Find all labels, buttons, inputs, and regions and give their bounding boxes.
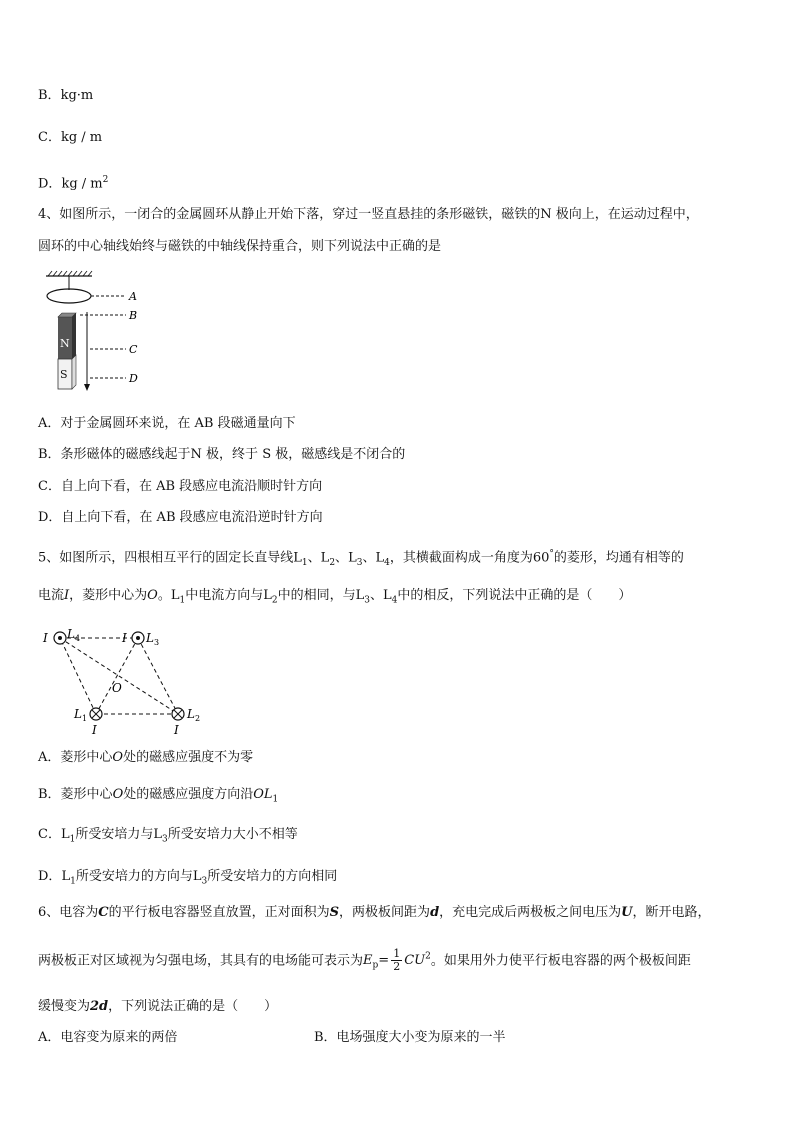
- q6-text: 6、电容为: [38, 905, 99, 920]
- degree-mark: °: [549, 549, 554, 559]
- q5-text: 电流: [38, 588, 65, 603]
- option-text: A．菱形中心: [38, 750, 113, 765]
- option-text: 所受安培力的方向与: [75, 869, 193, 884]
- q4-option-b: B．条形磁体的磁感线起于N 极，终于 S 极，磁感线是不闭合的: [38, 447, 406, 462]
- wire-l2: L: [263, 588, 272, 603]
- wire-sub: 2: [271, 595, 278, 606]
- wire-sub: 4: [391, 595, 398, 606]
- q5-text: 5、如图所示，四根相互平行的固定长直导线: [38, 550, 294, 566]
- formula-lhs-sub: p: [372, 960, 379, 971]
- distance-symbol: d: [430, 905, 440, 920]
- wire-l1: L: [61, 869, 71, 884]
- wire-sub: 3: [356, 557, 363, 568]
- q5-option-d: [38, 868, 337, 891]
- option-text: 处的磁感应强度方向沿: [123, 787, 254, 802]
- wire-l3: L: [192, 869, 202, 884]
- option-text: C．: [38, 827, 61, 842]
- wire-sub: 3: [161, 834, 168, 845]
- q4-stem-line2: 圆环的中心轴线始终与磁铁的中轴线保持重合，则下列说法中正确的是: [38, 239, 442, 254]
- q5-text: 、: [370, 588, 384, 603]
- q5-text: ，其横截面构成一角度为: [389, 550, 533, 566]
- wire-sub: 1: [69, 834, 76, 845]
- voltage-symbol: U: [621, 905, 633, 920]
- capacitance-symbol: C: [98, 905, 109, 920]
- wire-sub: 3: [364, 595, 371, 606]
- q4-stem-line1: 4、如图所示，一闭合的金属圆环从静止开始下落，穿过一竖直悬挂的条形磁铁，磁铁的N 极向上，在运动过程中，: [38, 207, 699, 222]
- center-symbol: O: [112, 787, 124, 802]
- option-text: 处的磁感应强度不为零: [123, 750, 254, 765]
- energy-formula: [363, 947, 431, 974]
- option-c-prev: [38, 129, 102, 147]
- wire-sub: 2: [329, 557, 336, 568]
- q5-text: 中的相同，与: [277, 588, 356, 603]
- wire-l1: L: [170, 588, 180, 603]
- q5-option-c: [38, 826, 298, 849]
- option-text: 所受安培力的方向相同: [207, 869, 338, 884]
- formula-rhs: CU: [404, 953, 426, 969]
- q4-option-a: A．对于金属圆环来说，在 AB 段磁通量向下: [38, 416, 296, 431]
- option-d-prev: [38, 171, 108, 193]
- figure-label-b: B: [129, 309, 138, 322]
- wire-sub: 3: [201, 876, 208, 887]
- current-symbol: I: [64, 588, 70, 603]
- label-i-l4: I: [43, 631, 48, 645]
- q6-stem-line3: [38, 998, 277, 1016]
- option-label: D．: [38, 176, 62, 192]
- direction-sub: 1: [272, 794, 279, 805]
- option-text: B．菱形中心: [38, 787, 113, 802]
- q6-text: 的平行板电容器竖直放置，正对面积为: [108, 905, 330, 920]
- option-b-prev: [38, 87, 93, 105]
- q5-stem-line1: 5、如图所示，四根相互平行的固定长直导线$L_1$、$L_2$、$L_3$、$L_4$，其横截面构成一角度为60°的菱形，均通有相等的: [38, 549, 684, 568]
- magnet-n-label: N: [60, 337, 70, 350]
- q6-text: 缓慢变为: [38, 999, 91, 1014]
- q5-text: 。: [157, 588, 171, 603]
- q6-text: ，断开电路，: [632, 905, 711, 920]
- wire-sub: 1: [301, 557, 308, 568]
- label-l1: $L_1$: [74, 707, 88, 723]
- label-l2: $L_2$: [187, 707, 201, 723]
- wire-l1: L: [60, 827, 70, 842]
- center-symbol: O: [112, 750, 124, 765]
- option-text: 所受安培力与: [75, 827, 154, 842]
- wire-l4: L: [375, 550, 385, 566]
- option-unit-sup: 2: [102, 175, 109, 185]
- q5-text: 中电流方向与: [185, 588, 264, 603]
- fraction-numerator: 1: [393, 947, 401, 961]
- q6-text: ，下列说法正确的是（ ）: [108, 999, 278, 1014]
- formula-fraction: [391, 948, 402, 973]
- label-i-l2: I: [174, 723, 179, 737]
- wire-sub: 4: [384, 557, 390, 568]
- option-label: B．: [38, 88, 61, 103]
- wire-l3: L: [355, 588, 365, 603]
- q6-text: 两极板正对区域视为匀强电场，其具有的电场能可表示为: [38, 953, 364, 969]
- wire-l4: L: [383, 588, 392, 603]
- wire-l3: L: [348, 550, 357, 566]
- q6-stem-line1: [38, 904, 711, 922]
- magnet-s-label: S: [60, 368, 68, 381]
- q6-option-b: B．电场强度大小变为原来的一半: [314, 1030, 506, 1045]
- wire-l1: L: [293, 550, 302, 566]
- q6-stem-line2: [38, 942, 691, 981]
- option-text: 所受安培力大小不相等: [167, 827, 298, 842]
- option-unit: kg / m: [61, 176, 103, 192]
- option-unit: kg / m: [60, 130, 103, 145]
- q6-text: ，两极板间距为: [339, 905, 431, 920]
- q4-figure-magnet-ring: [40, 270, 150, 395]
- label-l3: $L_3$: [146, 631, 160, 647]
- wire-l2: L: [320, 550, 330, 566]
- formula-lhs: E: [363, 953, 373, 969]
- q5-text: 的菱形，均通有相等的: [553, 550, 684, 566]
- q5-option-a: [38, 749, 253, 767]
- q5-stem-line2: [38, 587, 631, 610]
- option-unit: kg·m: [60, 88, 94, 103]
- new-distance: 2d: [90, 999, 109, 1014]
- area-symbol: S: [329, 905, 340, 920]
- wire-sub: 1: [179, 595, 186, 606]
- option-label: C．: [38, 130, 61, 145]
- figure-label-a: A: [129, 290, 137, 303]
- formula-rhs-sup: 2: [425, 952, 431, 962]
- wire-sub: 1: [70, 876, 76, 887]
- center-symbol: O: [147, 588, 158, 603]
- figure-label-c: C: [129, 343, 138, 356]
- label-center-o: O: [112, 681, 122, 695]
- wire-l3: L: [153, 827, 162, 842]
- q4-option-d: D．自上向下看，在 AB 段感应电流沿逆时针方向: [38, 510, 323, 525]
- direction-symbol: OL: [253, 787, 273, 802]
- q5-figure-rhombus-wires: [40, 624, 210, 739]
- formula-equals: =: [378, 953, 390, 969]
- q5-text: ，菱形中心为: [69, 588, 148, 603]
- option-text: D．: [38, 869, 62, 884]
- q4-option-c: C．自上向下看，在 AB 段感应电流沿顺时针方向: [38, 479, 323, 494]
- fraction-denominator: 2: [393, 960, 401, 974]
- figure-label-d: D: [129, 372, 138, 385]
- label-l4: $L_4$: [67, 627, 81, 643]
- label-i-l1: I: [92, 723, 97, 737]
- q6-text: ，充电完成后两极板之间电压为: [439, 905, 622, 920]
- q6-option-a: A．电容变为原来的两倍: [38, 1030, 178, 1045]
- q5-text: 中的相反，下列说法中正确的是（ ）: [397, 588, 632, 603]
- q6-text: 。如果用外力使平行板电容器的两个极板间距: [430, 953, 691, 969]
- label-i-l3: I: [122, 631, 127, 645]
- q5-option-b: [38, 786, 278, 809]
- angle-value: 60: [532, 550, 550, 566]
